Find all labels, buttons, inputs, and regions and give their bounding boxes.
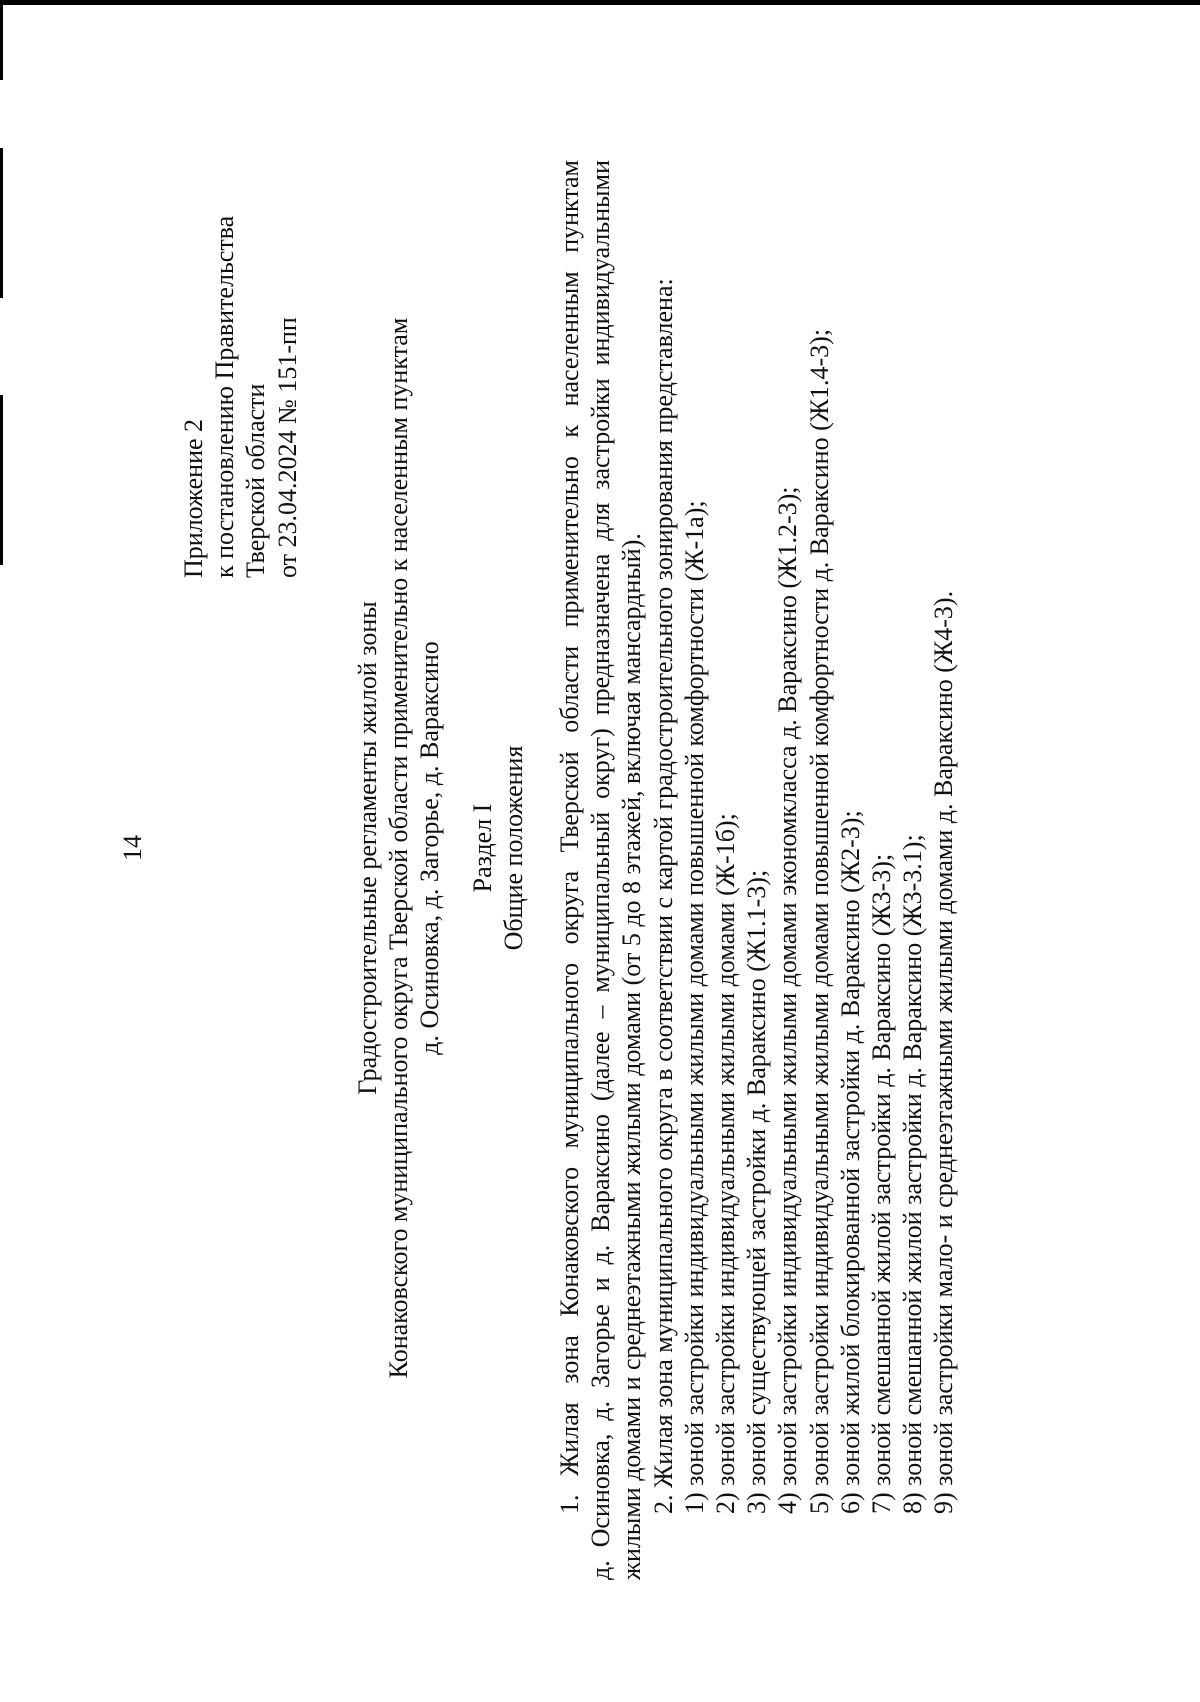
document-body <box>554 160 960 1580</box>
list-item: 3) зоной существующей застройки д. Вараксино (Ж1.1-3); <box>742 869 772 1514</box>
appendix-line: от 23.04.2024 № 151-пп <box>272 317 302 578</box>
section-title: Общие положения <box>499 745 529 951</box>
title-line: Градостроительные регламенты жилой зоны <box>353 601 382 1095</box>
list-item: 2) зоной застройки индивидуальными жилыми домами (Ж-1б); <box>711 813 741 1514</box>
appendix-line: к постановлению Правительства <box>210 215 240 578</box>
list-item: 5) зоной застройки индивидуальными жилыми домами повышенной комфортности д. Вараксино (Ж1.4-3); <box>804 328 834 1514</box>
paragraph-line: жилыми домами и среднеэтажными жилыми домами (от 5 до 8 этажей, включая мансардный). <box>617 533 647 1580</box>
paragraph-line: д. Осиновка, д. Загорье и д. Вараксино (далее – муниципальный округ) предназначена для застройки индивидуальными <box>586 160 616 1580</box>
appendix-line: Тверской области <box>241 383 271 578</box>
scan-top-edge <box>0 0 1200 5</box>
paragraph-line: 1. Жилая зона Конаковского муниципального округа Тверской области применительно к населенным пунктам <box>555 160 584 1514</box>
scan-left-edge-mark <box>0 0 3 80</box>
page-number: 14 <box>118 835 147 861</box>
title-line: д. Осиновка, д. Загорье, д. Вараксино <box>415 641 445 1055</box>
section-number: Раздел I <box>468 803 497 893</box>
list-item: 8) зоной смешанной жилой застройки д. Вараксино (Ж3-3.1); <box>898 834 928 1514</box>
list-item: 1) зоной застройки индивидуальными жилыми домами повышенной комфортности (Ж-1а); <box>679 500 709 1514</box>
section-heading <box>467 78 529 1618</box>
list-item: 7) зоной смешанной жилой застройки д. Вараксино (Ж3-3); <box>867 853 897 1514</box>
document-page <box>0 78 1200 1618</box>
list-item: 4) зоной застройки индивидуальными жилыми домами экономкласса д. Вараксино (Ж1.2-3); <box>773 486 803 1514</box>
appendix-line: Приложение 2 <box>179 418 208 578</box>
title-line: Конаковского муниципального округа Тверской области применительно к населенным пунктам <box>384 317 414 1379</box>
appendix-block <box>178 78 303 578</box>
document-title <box>352 78 446 1618</box>
paragraph-line: 2. Жилая зона муниципального округа в соответствии с картой градостроительного зонирования представлена: <box>648 278 678 1514</box>
list-item: 9) зоной застройки мало- и среднеэтажными жилыми домами д. Вараксино (Ж4-3). <box>929 590 959 1514</box>
list-item: 6) зоной жилой блокированной застройки д. Вараксино (Ж2-3); <box>835 810 865 1514</box>
